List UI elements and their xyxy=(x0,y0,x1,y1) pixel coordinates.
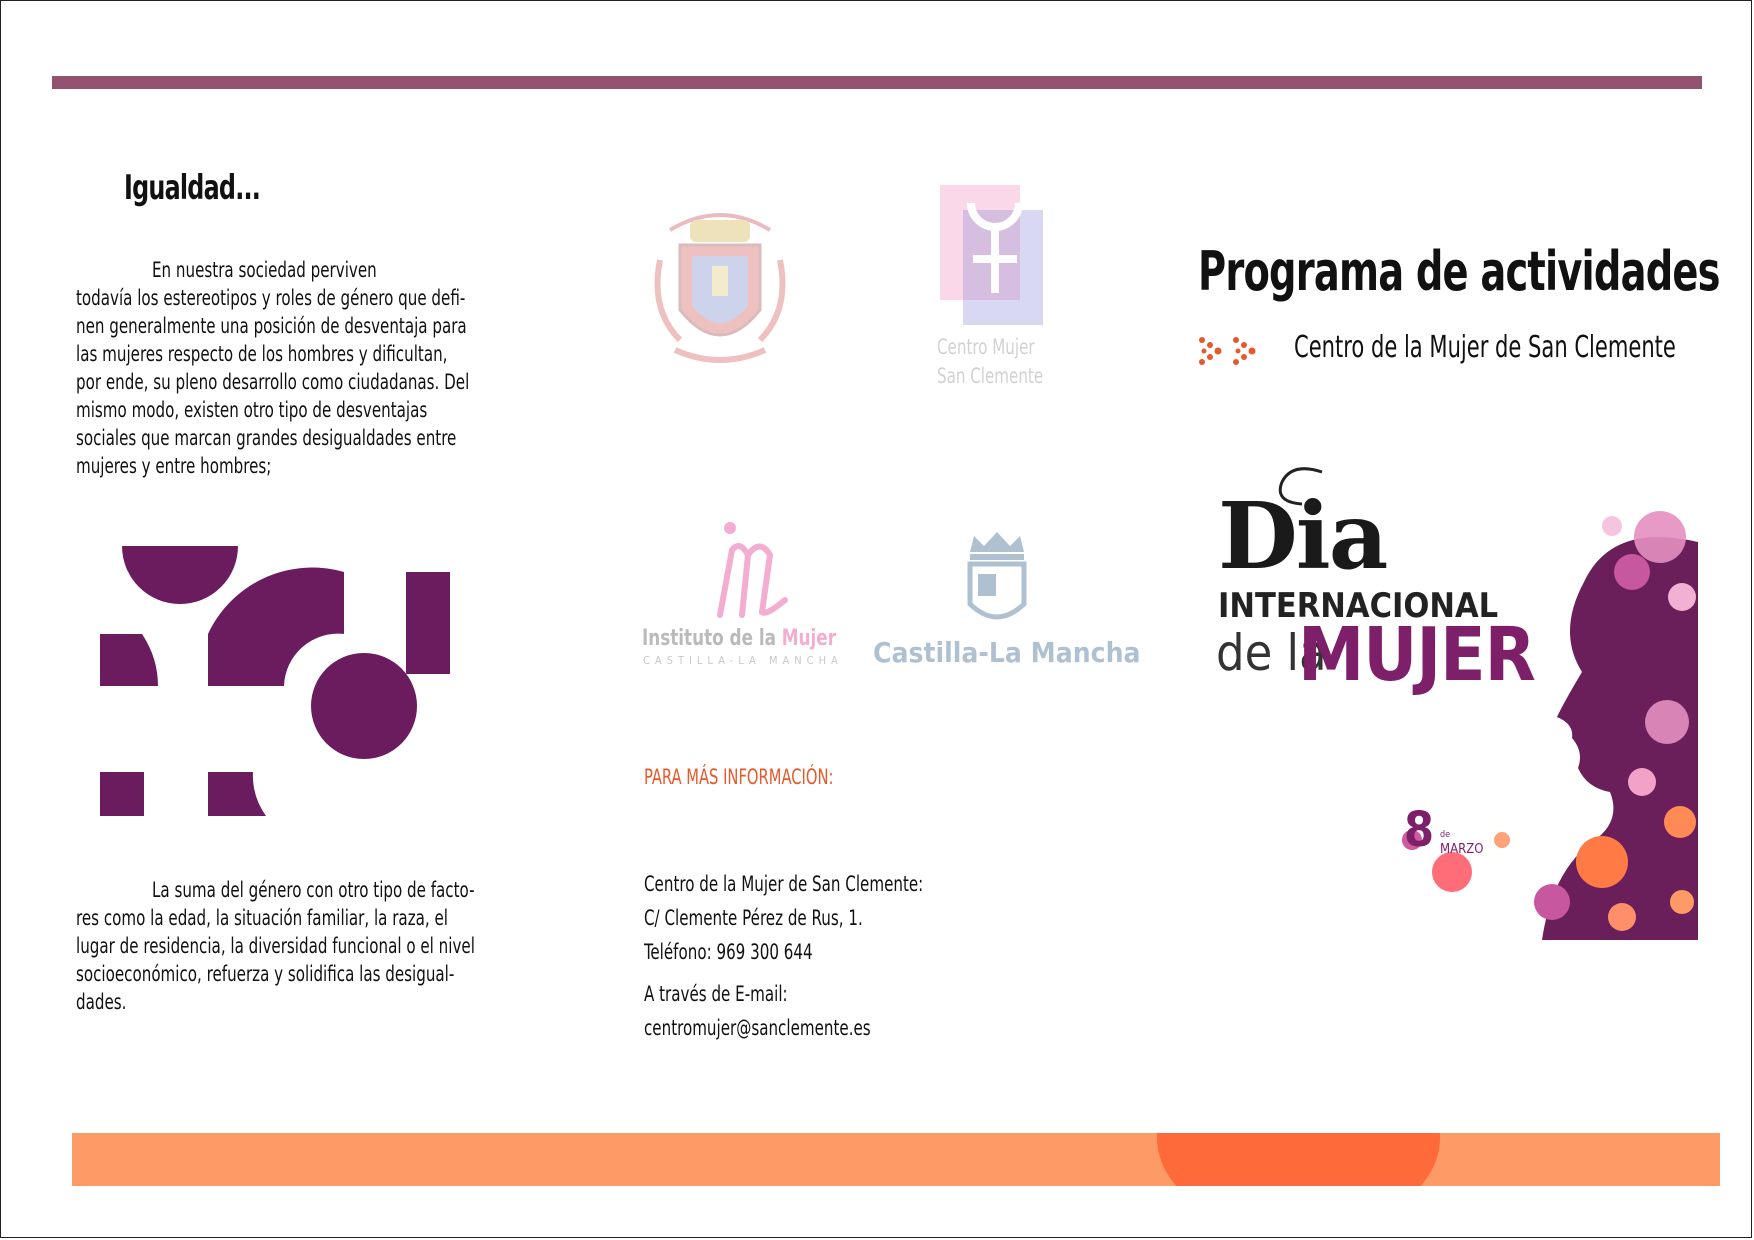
contact-email-label: A través de E-mail: xyxy=(644,982,788,1006)
instituto-m-mark-icon xyxy=(690,520,800,620)
para2-line: socioeconómico, refuerza y solidifica las desigual- xyxy=(76,962,455,986)
para1-line: sociales que marcan grandes desigualdades entre xyxy=(76,426,457,450)
centro-mujer-logo-text xyxy=(937,333,1043,391)
instituto-name xyxy=(642,626,836,651)
para2-line: La suma del género con otro tipo de facto- xyxy=(152,878,475,902)
logo-text-line: Centro Mujer xyxy=(937,335,1035,359)
poster-month: MARZO xyxy=(1440,842,1484,857)
contact-address: C/ Clemente Pérez de Rus, 1. xyxy=(644,906,863,930)
venus-symbol-icon xyxy=(953,193,1038,313)
para2-line: lugar de residencia, la diversidad funcional o el nivel xyxy=(76,934,475,958)
paragraph-intro xyxy=(76,256,572,480)
para1-line: por ende, su pleno desarrollo como ciudadanas. Del xyxy=(76,370,470,394)
paragraph-suma xyxy=(76,876,572,1016)
san-clemente-coat-of-arms-icon xyxy=(650,190,790,375)
dia-internacional-mujer-poster xyxy=(1212,462,1698,940)
top-rule xyxy=(52,76,1702,89)
poster-word-de-la: de la xyxy=(1216,624,1327,682)
para1-line: mismo modo, existen otro tipo de desventajas xyxy=(76,398,428,422)
heading-igualdad: Igualdad... xyxy=(124,168,261,208)
contact-name: Centro de la Mujer de San Clemente: xyxy=(644,872,924,896)
contact-phone: Teléfono: 969 300 644 xyxy=(644,940,813,964)
instituto-name-prefix: Instituto de la xyxy=(642,626,782,651)
castilla-la-mancha-logo xyxy=(870,530,1141,670)
crown-shield-icon xyxy=(962,530,1032,630)
poster-word-internacional: INTERNACIONAL xyxy=(1218,586,1499,626)
equality-symbol-logo xyxy=(78,540,478,830)
bottom-band xyxy=(72,1133,1720,1186)
centro-mujer-logo xyxy=(935,185,1045,388)
instituto-subtitle: CASTILLA-LA MANCHA xyxy=(643,654,843,667)
para1-line: mujeres y entre hombres; xyxy=(76,454,272,478)
poster-day: 8 xyxy=(1404,802,1435,858)
para1-line: todavía los estereotipos y roles de género que defi- xyxy=(76,286,466,310)
program-subtitle: Centro de la Mujer de San Clemente xyxy=(1294,330,1676,365)
bottom-band-arc xyxy=(1157,1133,1440,1186)
poster-word-mujer: MUJER xyxy=(1298,612,1535,698)
program-title: Programa de actividades xyxy=(1198,240,1720,303)
poster-word-dia: Dia xyxy=(1218,482,1387,590)
double-arrow-icon xyxy=(1196,334,1262,368)
castilla-la-mancha-name: Castilla-La Mancha xyxy=(873,636,1141,669)
info-title: PARA MÁS INFORMACIÓN: xyxy=(644,765,834,789)
para1-line: nen generalmente una posición de desventaja para xyxy=(76,314,467,338)
para2-line: res como la edad, la situación familiar, la raza, el xyxy=(76,906,448,930)
logo-text-line: San Clemente xyxy=(937,364,1044,388)
poster-de: de xyxy=(1440,830,1451,840)
instituto-name-accent: Mujer xyxy=(781,626,837,651)
para2-line: dades. xyxy=(76,990,127,1014)
para1-line: En nuestra sociedad perviven xyxy=(152,258,377,282)
contact-email: centromujer@sanclemente.es xyxy=(644,1016,871,1040)
instituto-mujer-logo xyxy=(640,520,843,670)
para1-line: las mujeres respecto de los hombres y dificultan, xyxy=(76,342,448,366)
